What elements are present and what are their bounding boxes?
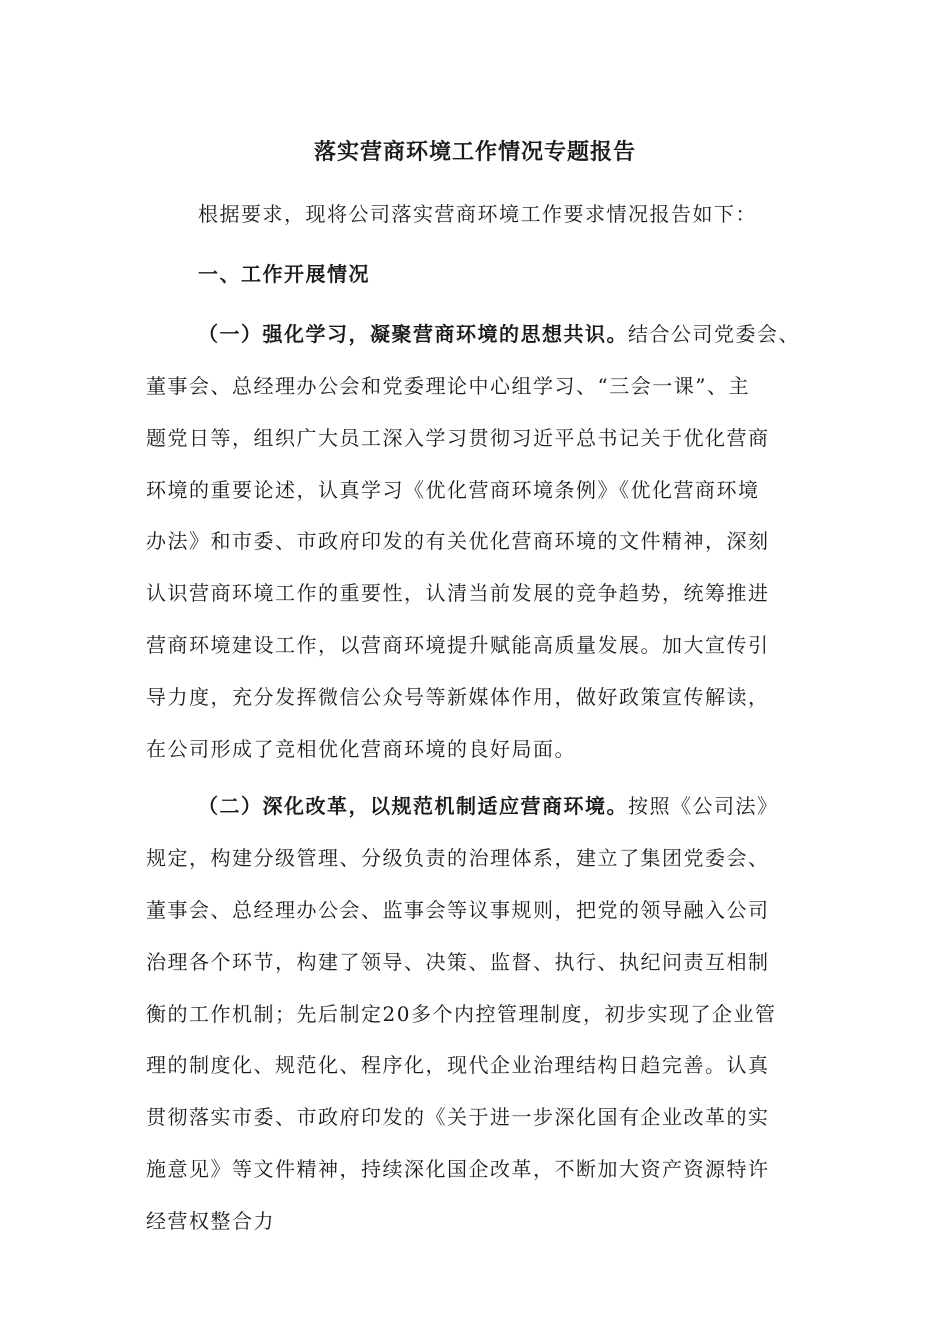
paragraph-2-first-line (198, 790, 779, 822)
paragraph-2-line: 贯彻落实市委、市政府印发的《关于进一步深化国有企业改革的实 (146, 1105, 770, 1129)
paragraph-1-line: 题党日等，组织广大员工深入学习贯彻习近平总书记关于优化营商 (146, 426, 770, 450)
paragraph-1-line: 董事会、总经理办公会和党委理论中心组学习、“三会一课”、主 (146, 374, 750, 398)
paragraph-1-lead: （一）强化学习，凝聚营商环境的思想共识。 (198, 322, 628, 346)
paragraph-2-line: 治理各个环节，构建了领导、决策、监督、执行、执纪问责互相制 (146, 950, 770, 974)
paragraph-2-line: 理的制度化、规范化、程序化，现代企业治理结构日趋完善。认真 (146, 1053, 770, 1077)
paragraph-1-line: 在公司形成了竞相优化营商环境的良好局面。 (146, 737, 576, 761)
paragraph-1-line: 环境的重要论述，认真学习《优化营商环境条例》《优化营商环境 (146, 478, 760, 502)
paragraph-2-line: 经营权整合力 (146, 1209, 275, 1233)
paragraph-1-line: 营商环境建设工作，以营商环境提升赋能高质量发展。加大宣传引 (146, 633, 770, 657)
paragraph-1-lead-rest: 结合公司党委会、 (628, 322, 800, 346)
paragraph-2-line: 董事会、总经理办公会、监事会等议事规则，把党的领导融入公司 (146, 898, 770, 922)
paragraph-1-line: 办法》和市委、市政府印发的有关优化营商环境的文件精神，深刻 (146, 529, 770, 553)
paragraph-2-lead: （二）深化改革，以规范机制适应营商环境。 (198, 794, 628, 818)
section-heading-1: 一、工作开展情况 (198, 262, 370, 286)
paragraph-1-first-line (198, 318, 800, 350)
document-title: 落实营商环境工作情况专题报告 (313, 139, 636, 165)
paragraph-2-line: 衡的工作机制；先后制定20多个内控管理制度，初步实现了企业管 (146, 1002, 777, 1026)
paragraph-2-lead-rest: 按照《公司法》 (628, 794, 779, 818)
paragraph-2-line: 施意见》等文件精神，持续深化国企改革，不断加大资产资源特许 (146, 1157, 770, 1181)
paragraph-2-line: 规定，构建分级管理、分级负责的治理体系，建立了集团党委会、 (146, 846, 770, 870)
paragraph-1-line: 导力度，充分发挥微信公众号等新媒体作用，做好政策宣传解读， (146, 685, 770, 709)
paragraph-1-line: 认识营商环境工作的重要性，认清当前发展的竞争趋势，统筹推进 (146, 581, 770, 605)
intro-paragraph: 根据要求，现将公司落实营商环境工作要求情况报告如下： (198, 202, 757, 226)
